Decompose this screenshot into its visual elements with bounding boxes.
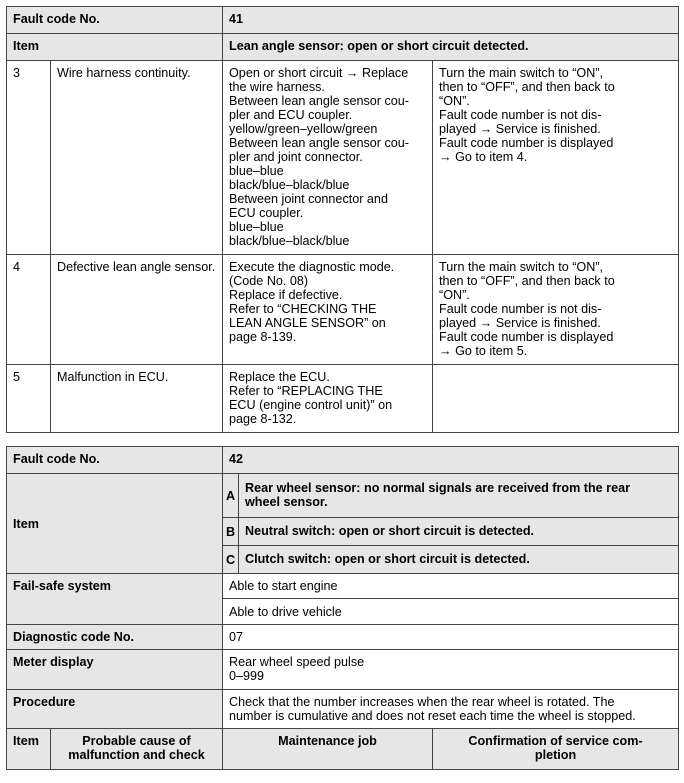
row-number: 3 — [7, 61, 51, 255]
item-label: Item — [7, 34, 223, 61]
fault-code-label: Fault code No. — [7, 7, 223, 34]
probable-cause: Defective lean angle sensor. — [51, 255, 223, 365]
table-row — [7, 365, 679, 433]
header-probable-cause: Probable cause of malfunction and check — [51, 729, 223, 770]
item-label: Item — [7, 474, 223, 574]
item-value: Lean angle sensor: open or short circuit detected. — [223, 34, 679, 61]
fault-code-value: 41 — [223, 7, 679, 34]
item-description: Neutral switch: open or short circuit is detected. — [239, 518, 679, 546]
row-number: 5 — [7, 365, 51, 433]
probable-cause: Malfunction in ECU. — [51, 365, 223, 433]
failsafe-value: Able to start engine — [223, 574, 679, 599]
failsafe-value: Able to drive vehicle — [223, 599, 679, 625]
fault-code-value: 42 — [223, 447, 679, 474]
fault-code-label: Fault code No. — [7, 447, 223, 474]
item-letter: A — [223, 474, 239, 518]
diagnostic-code-label: Diagnostic code No. — [7, 625, 223, 650]
confirmation — [433, 365, 679, 433]
row-number: 4 — [7, 255, 51, 365]
meter-display-label: Meter display — [7, 650, 223, 690]
fault-41-table — [6, 6, 679, 433]
table-row — [7, 61, 679, 255]
confirmation: Turn the main switch to “ON”, then to “OFF”, and then back to “ON”. Fault code number is not dis- played → Service is finished. Fault code number is displayed → Go to item 4. — [433, 61, 679, 255]
item-description: Rear wheel sensor: no normal signals are received from the rear wheel sensor. — [239, 474, 679, 518]
maintenance-job: Open or short circuit → Replace the wire harness. Between lean angle sensor cou- pler and ECU coupler. yellow/green–yellow/green Between lean angle sensor cou- pler and joint connector. blue–blue black/blue–black/blue Between joint connector and ECU coupler. blue–blue black/blue–black/blue — [223, 61, 433, 255]
header-confirmation: Confirmation of service com- pletion — [433, 729, 679, 770]
confirmation: Turn the main switch to “ON”, then to “OFF”, and then back to “ON”. Fault code number is not dis- played → Service is finished. Fault code number is displayed → Go to item 5. — [433, 255, 679, 365]
probable-cause: Wire harness continuity. — [51, 61, 223, 255]
item-letter: C — [223, 546, 239, 574]
failsafe-label: Fail-safe system — [7, 574, 223, 625]
maintenance-job: Execute the diagnostic mode. (Code No. 08) Replace if defective. Refer to “CHECKING THE LEAN ANGLE SENSOR” on page 8-139. — [223, 255, 433, 365]
procedure-label: Procedure — [7, 690, 223, 729]
meter-display-value: Rear wheel speed pulse 0–999 — [223, 650, 679, 690]
fault-42-table — [6, 446, 679, 770]
header-item: Item — [7, 729, 51, 770]
procedure-value: Check that the number increases when the rear wheel is rotated. The number is cumulative and does not reset each time the wheel is stopped. — [223, 690, 679, 729]
diagnostic-code-value: 07 — [223, 625, 679, 650]
table-row — [7, 255, 679, 365]
item-description: Clutch switch: open or short circuit is detected. — [239, 546, 679, 574]
maintenance-job: Replace the ECU. Refer to “REPLACING THE ECU (engine control unit)” on page 8-132. — [223, 365, 433, 433]
item-letter: B — [223, 518, 239, 546]
header-maintenance-job: Maintenance job — [223, 729, 433, 770]
